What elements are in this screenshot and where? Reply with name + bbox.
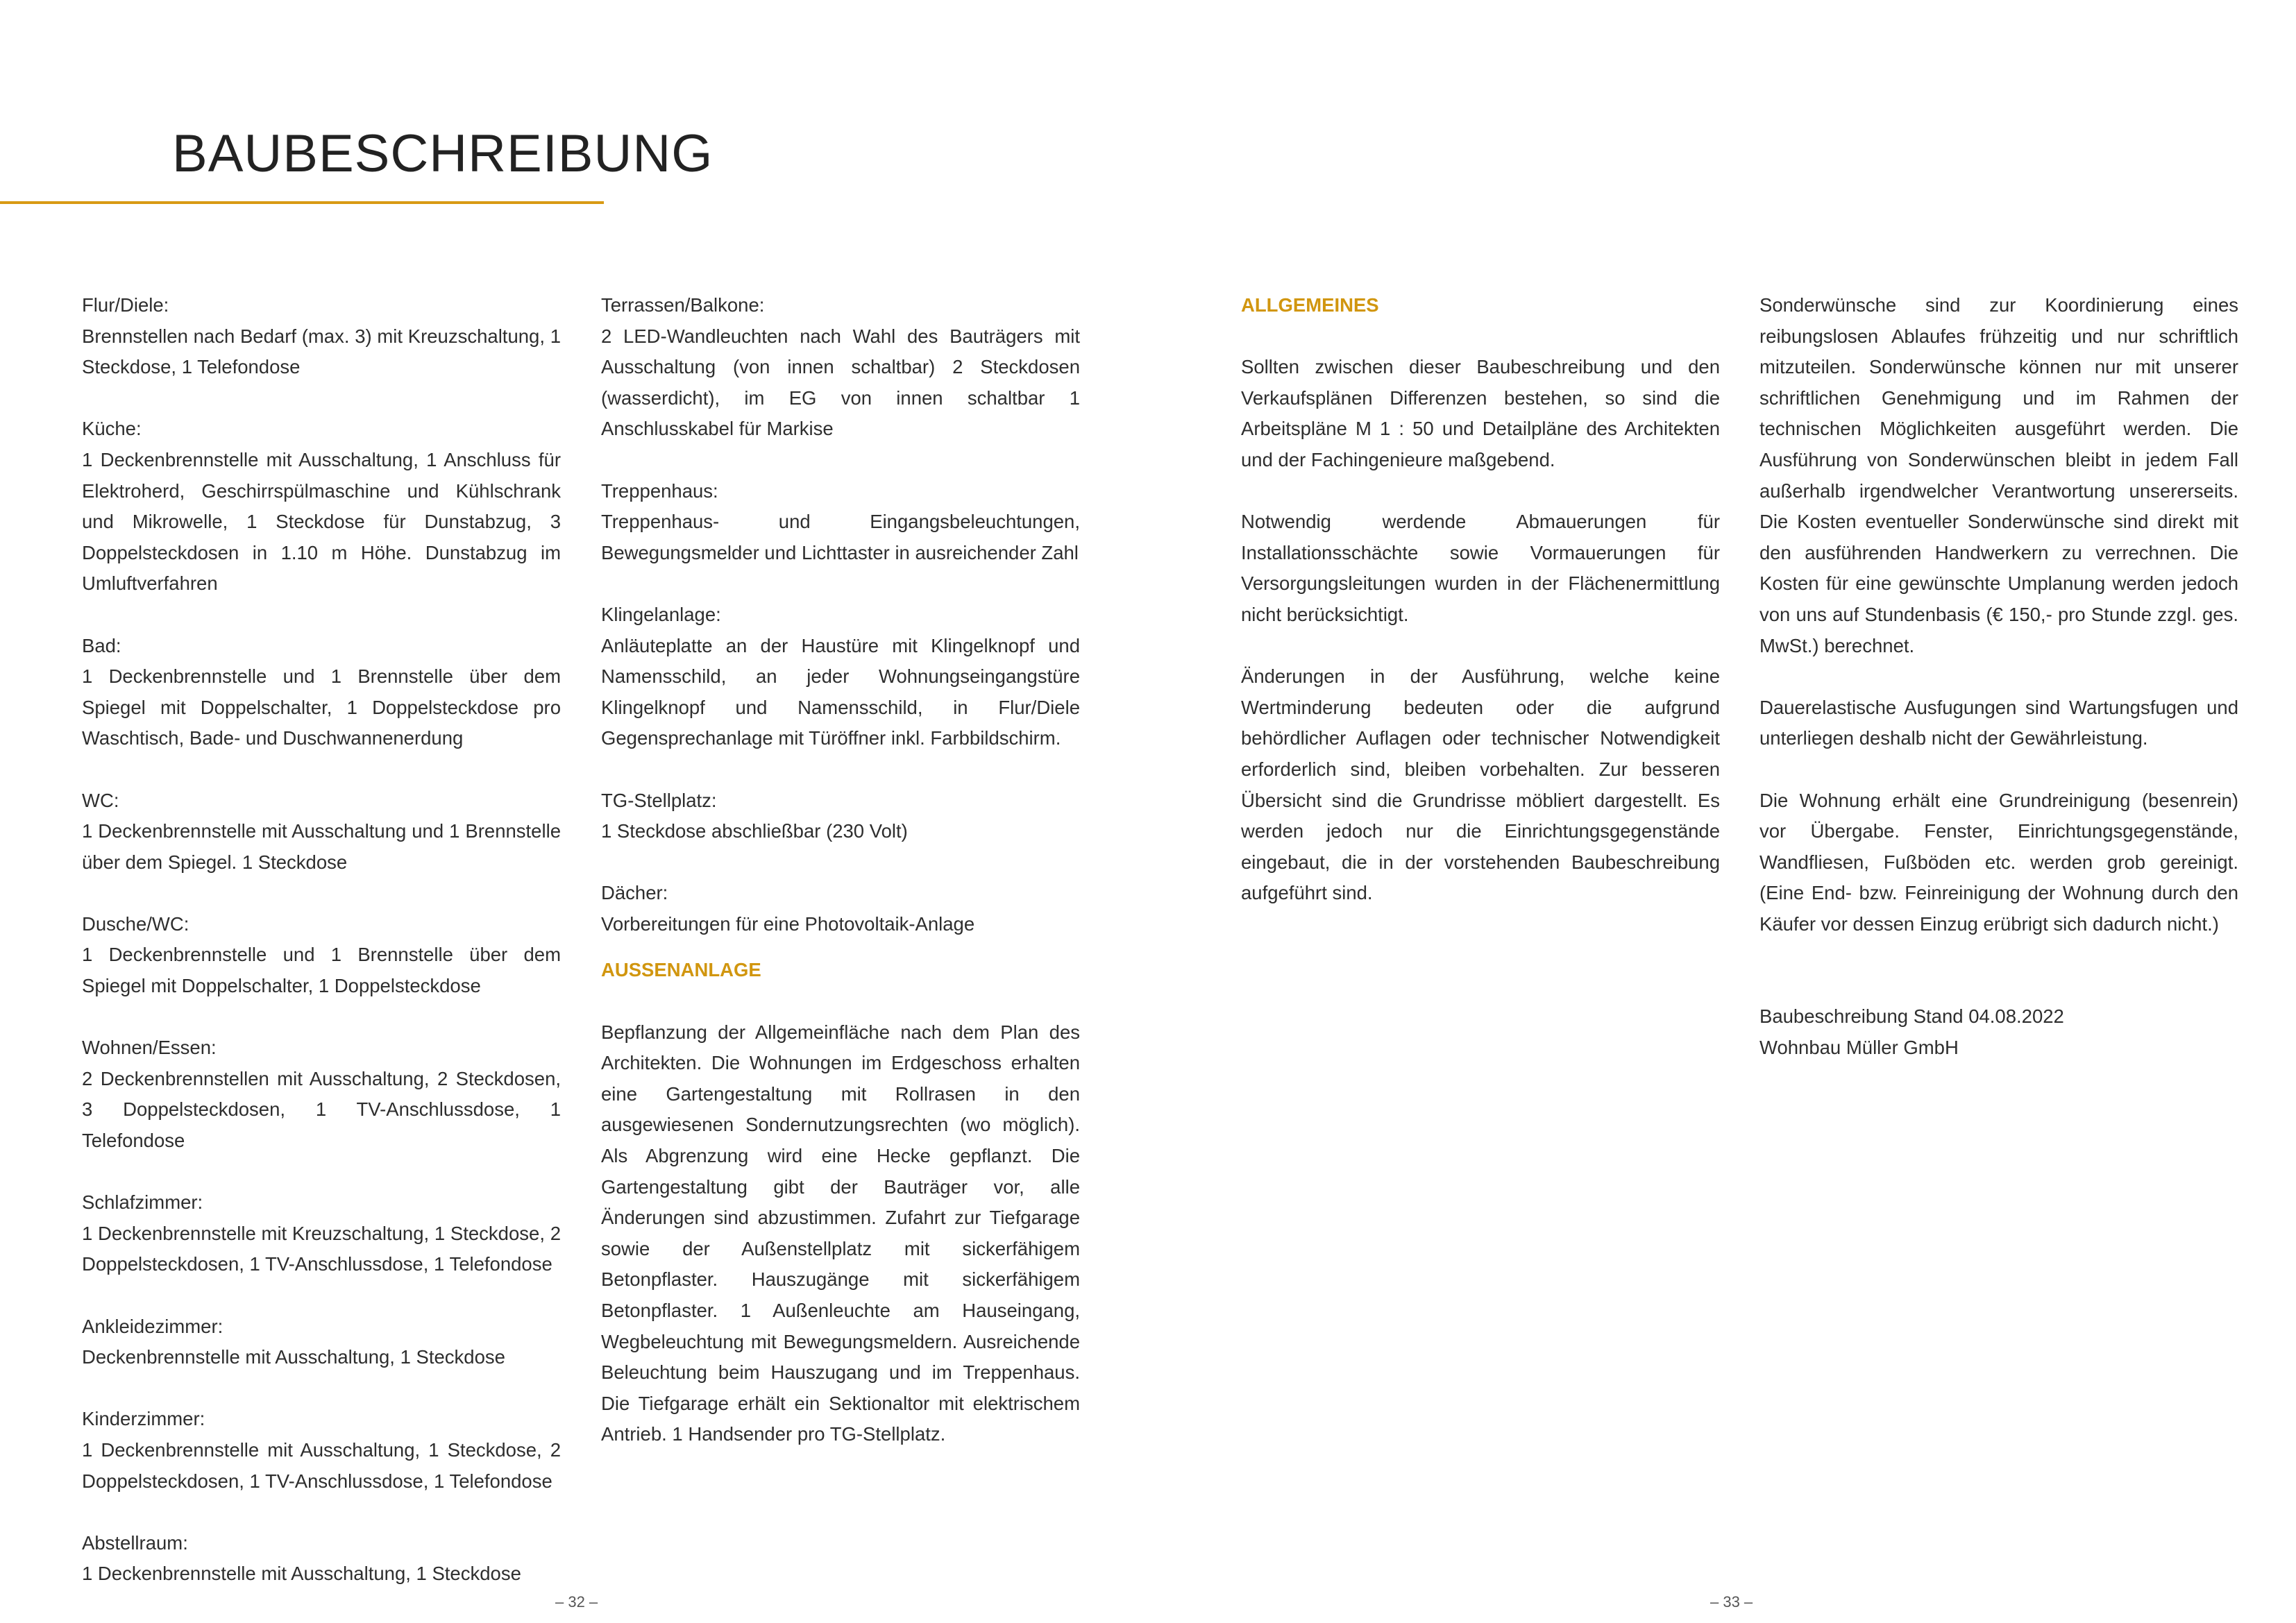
page-title: BAUBESCHREIBUNG [172, 124, 714, 183]
room-text: 1 Deckenbrennstelle und 1 Brennstelle über dem Spiegel mit Doppelschalter, 1 Doppelsteckdose [82, 944, 561, 997]
room-label: Kinderzimmer: [82, 1408, 205, 1430]
room-entry [82, 1187, 561, 1280]
room-entry [82, 909, 561, 1002]
room-text: Treppenhaus- und Eingangsbeleuchtungen, Bewegungsmelder und Lichttaster in ausreichender Zahl [601, 511, 1080, 563]
room-label: Terrassen/Balkone: [601, 294, 765, 316]
paragraph: Sonderwünsche sind zur Koordinierung eines reibungslosen Ablaufes frühzeitig und nur schriftlich mitzuteilen. Sonderwünsche können nur mit unserer schriftlichen Genehmigung und im Rahmen der technischen Möglichkeiten ausgeführt werden. Die Ausführung von Sonderwünschen bleibt in jedem Fall außerhalb irgendwelcher Verantwortung unsererseits. Die Kosten eventueller Sonderwünsche sind direkt mit den ausführenden Handwerkern zu verrechnen. Die Kosten für eine gewünschte Umplanung werden jedoch von uns auf Stundenbasis (€ 150,- pro Stunde zzgl. ges. MwSt.) berechnet. [1759, 294, 2238, 656]
paragraph: Änderungen in der Ausführung, welche keine Wertminderung bedeuten oder die aufgrund behördlicher Auflagen oder technischer Notwendigkeit erforderlich sind, bleiben vorbehalten. Zur besseren Übersicht sind die Grundrisse möbliert dargestellt. Es werden jedoch nur die Einrichtungsgegenstände eingebaut, die in der vorstehenden Baubeschreibung aufgeführt sind. [1241, 665, 1720, 904]
room-entry [82, 785, 561, 878]
aussenanlage-text: Bepflanzung der Allgemeinfläche nach dem Plan des Architekten. Die Wohnungen im Erdgeschoss erhalten eine Gartengestaltung mit Rollrasen in den ausgewiesenen Sondernutzungsrechten (wo möglich). Als Abgrenzung wird eine Hecke gepflanzt. Die Gartengestaltung gibt der Bauträger vor, alle Änderungen sind abzustimmen. Zufahrt zur Tiefgarage sowie der Außenstellplatz mit sickerfähigem Betonpflaster. Hauszugänge mit sickerfähigem Betonpflaster. 1 Außenleuchte am Hauseingang, Wegbeleuchtung mit Bewegungsmeldern. Ausreichende Beleuchtung beim Hauszugang und im Treppenhaus. Die Tiefgarage erhält ein Sektionaltor mit elektrischem Antrieb. 1 Handsender pro TG-Stellplatz. [601, 1021, 1080, 1445]
room-text: Deckenbrennstelle mit Ausschaltung, 1 Steckdose [82, 1346, 505, 1368]
room-text: 1 Deckenbrennstelle mit Ausschaltung und 1 Brennstelle über dem Spiegel. 1 Steckdose [82, 820, 561, 873]
room-entry [82, 1528, 561, 1590]
document-footer [1759, 1001, 2238, 1063]
room-entry [82, 1033, 561, 1156]
room-label: Flur/Diele: [82, 294, 169, 316]
room-label: Schlafzimmer: [82, 1191, 203, 1214]
paragraph: Dauerelastische Ausfugungen sind Wartungsfugen und unterliegen deshalb nicht der Gewährleistung. [1759, 696, 2238, 749]
room-text: 1 Deckenbrennstelle und 1 Brennstelle über dem Spiegel mit Doppelschalter, 1 Doppelsteckdose pro Waschtisch, Bade- und Duschwannenerdung [82, 665, 561, 749]
room-text: 1 Deckenbrennstelle mit Ausschaltung, 1 Steckdose, 2 Doppelsteckdosen, 1 TV-Anschlussdose, 1 Telefondose [82, 1438, 561, 1492]
room-entry [601, 476, 1080, 569]
room-entry [82, 414, 561, 600]
column-sonderwuensche [1759, 290, 2238, 1064]
room-label: Wohnen/Essen: [82, 1037, 217, 1059]
room-entry [601, 600, 1080, 754]
room-entry [601, 785, 1080, 847]
room-text: Vorbereitungen für eine Photovoltaik-Anlage [601, 912, 975, 935]
room-text: 2 LED-Wandleuchten nach Wahl des Bauträgers mit Ausschaltung (von innen schaltbar) 2 Steckdosen (wasserdicht), im EG von innen schaltbar 1 Anschlusskabel für Markise [601, 325, 1080, 440]
room-label: Dusche/WC: [82, 912, 189, 935]
room-entry [82, 631, 561, 754]
section-heading-aussenanlage: AUSSENANLAGE [601, 959, 761, 981]
room-text: Brennstellen nach Bedarf (max. 3) mit Kreuzschaltung, 1 Steckdose, 1 Telefondose [82, 325, 561, 378]
room-label: Ankleidezimmer: [82, 1315, 223, 1337]
room-text: 1 Deckenbrennstelle mit Ausschaltung, 1 Steckdose [82, 1563, 521, 1585]
room-label: Küche: [82, 418, 142, 440]
footer-date: Baubeschreibung Stand 04.08.2022 [1759, 1005, 2064, 1028]
room-text: 1 Deckenbrennstelle mit Ausschaltung, 1 Anschluss für Elektroherd, Geschirrspülmaschine und Kühlschrank und Mikrowelle, 1 Steckdose für Dunstabzug, 3 Doppelsteckdosen in 1.10 m Höhe. Dunstabzug im Umluftverfahren [82, 448, 561, 595]
room-label: Klingelanlage: [601, 603, 721, 625]
room-text: 1 Steckdose abschließbar (230 Volt) [601, 820, 908, 842]
paragraph: Die Wohnung erhält eine Grundreinigung (besenrein) vor Übergabe. Fenster, Einrichtungsgegenstände, Wandfliesen, Fußböden etc. werden grob gereinigt. (Eine End- bzw. Feinreinigung der Wohnung durch den Käufer vor dessen Einzug erübrigt sich dadurch nicht.) [1759, 789, 2238, 935]
room-text: 2 Deckenbrennstellen mit Ausschaltung, 2 Steckdosen, 3 Doppelsteckdosen, 1 TV-Anschlussdose, 1 Telefondose [82, 1067, 561, 1152]
room-label: Treppenhaus: [601, 479, 718, 502]
page-number-left: – 32 – [555, 1593, 598, 1611]
title-underline [0, 201, 604, 204]
room-label: Abstellraum: [82, 1531, 188, 1554]
footer-company: Wohnbau Müller GmbH [1759, 1037, 1959, 1059]
room-label: Dächer: [601, 882, 668, 904]
column-rooms-1 [82, 290, 561, 1590]
room-entry [82, 1404, 561, 1497]
paragraph: Sollten zwischen dieser Baubeschreibung und den Verkaufsplänen Differenzen bestehen, so sind die Arbeitspläne M 1 : 50 und Detailpläne des Architekten und der Fachingenieure maßgebend. [1241, 356, 1720, 470]
room-label: TG-Stellplatz: [601, 789, 717, 811]
room-entry [82, 290, 561, 383]
room-label: WC: [82, 789, 119, 811]
room-entry [82, 1311, 561, 1373]
column-rooms-2 [601, 290, 1080, 1450]
room-entry [601, 290, 1080, 445]
page-number-right: – 33 – [1710, 1593, 1753, 1611]
room-entry [601, 878, 1080, 940]
column-allgemeines [1241, 290, 1720, 909]
room-label: Bad: [82, 634, 121, 656]
paragraph: Notwendig werdende Abmauerungen für Installationsschächte sowie Vormauerungen für Versorgungsleitungen wurden in der Flächenermittlung nicht berücksichtigt. [1241, 511, 1720, 625]
section-heading-allgemeines: ALLGEMEINES [1241, 294, 1379, 316]
room-text: Anläuteplatte an der Haustüre mit Klingelknopf und Namensschild, an jeder Wohnungseingangstüre Klingelknopf und Namensschild, in Flur/Diele Gegensprechanlage mit Türöffner inkl. Farbbildschirm. [601, 634, 1080, 749]
room-text: 1 Deckenbrennstelle mit Kreuzschaltung, 1 Steckdose, 2 Doppelsteckdosen, 1 TV-Anschlussdose, 1 Telefondose [82, 1222, 561, 1275]
